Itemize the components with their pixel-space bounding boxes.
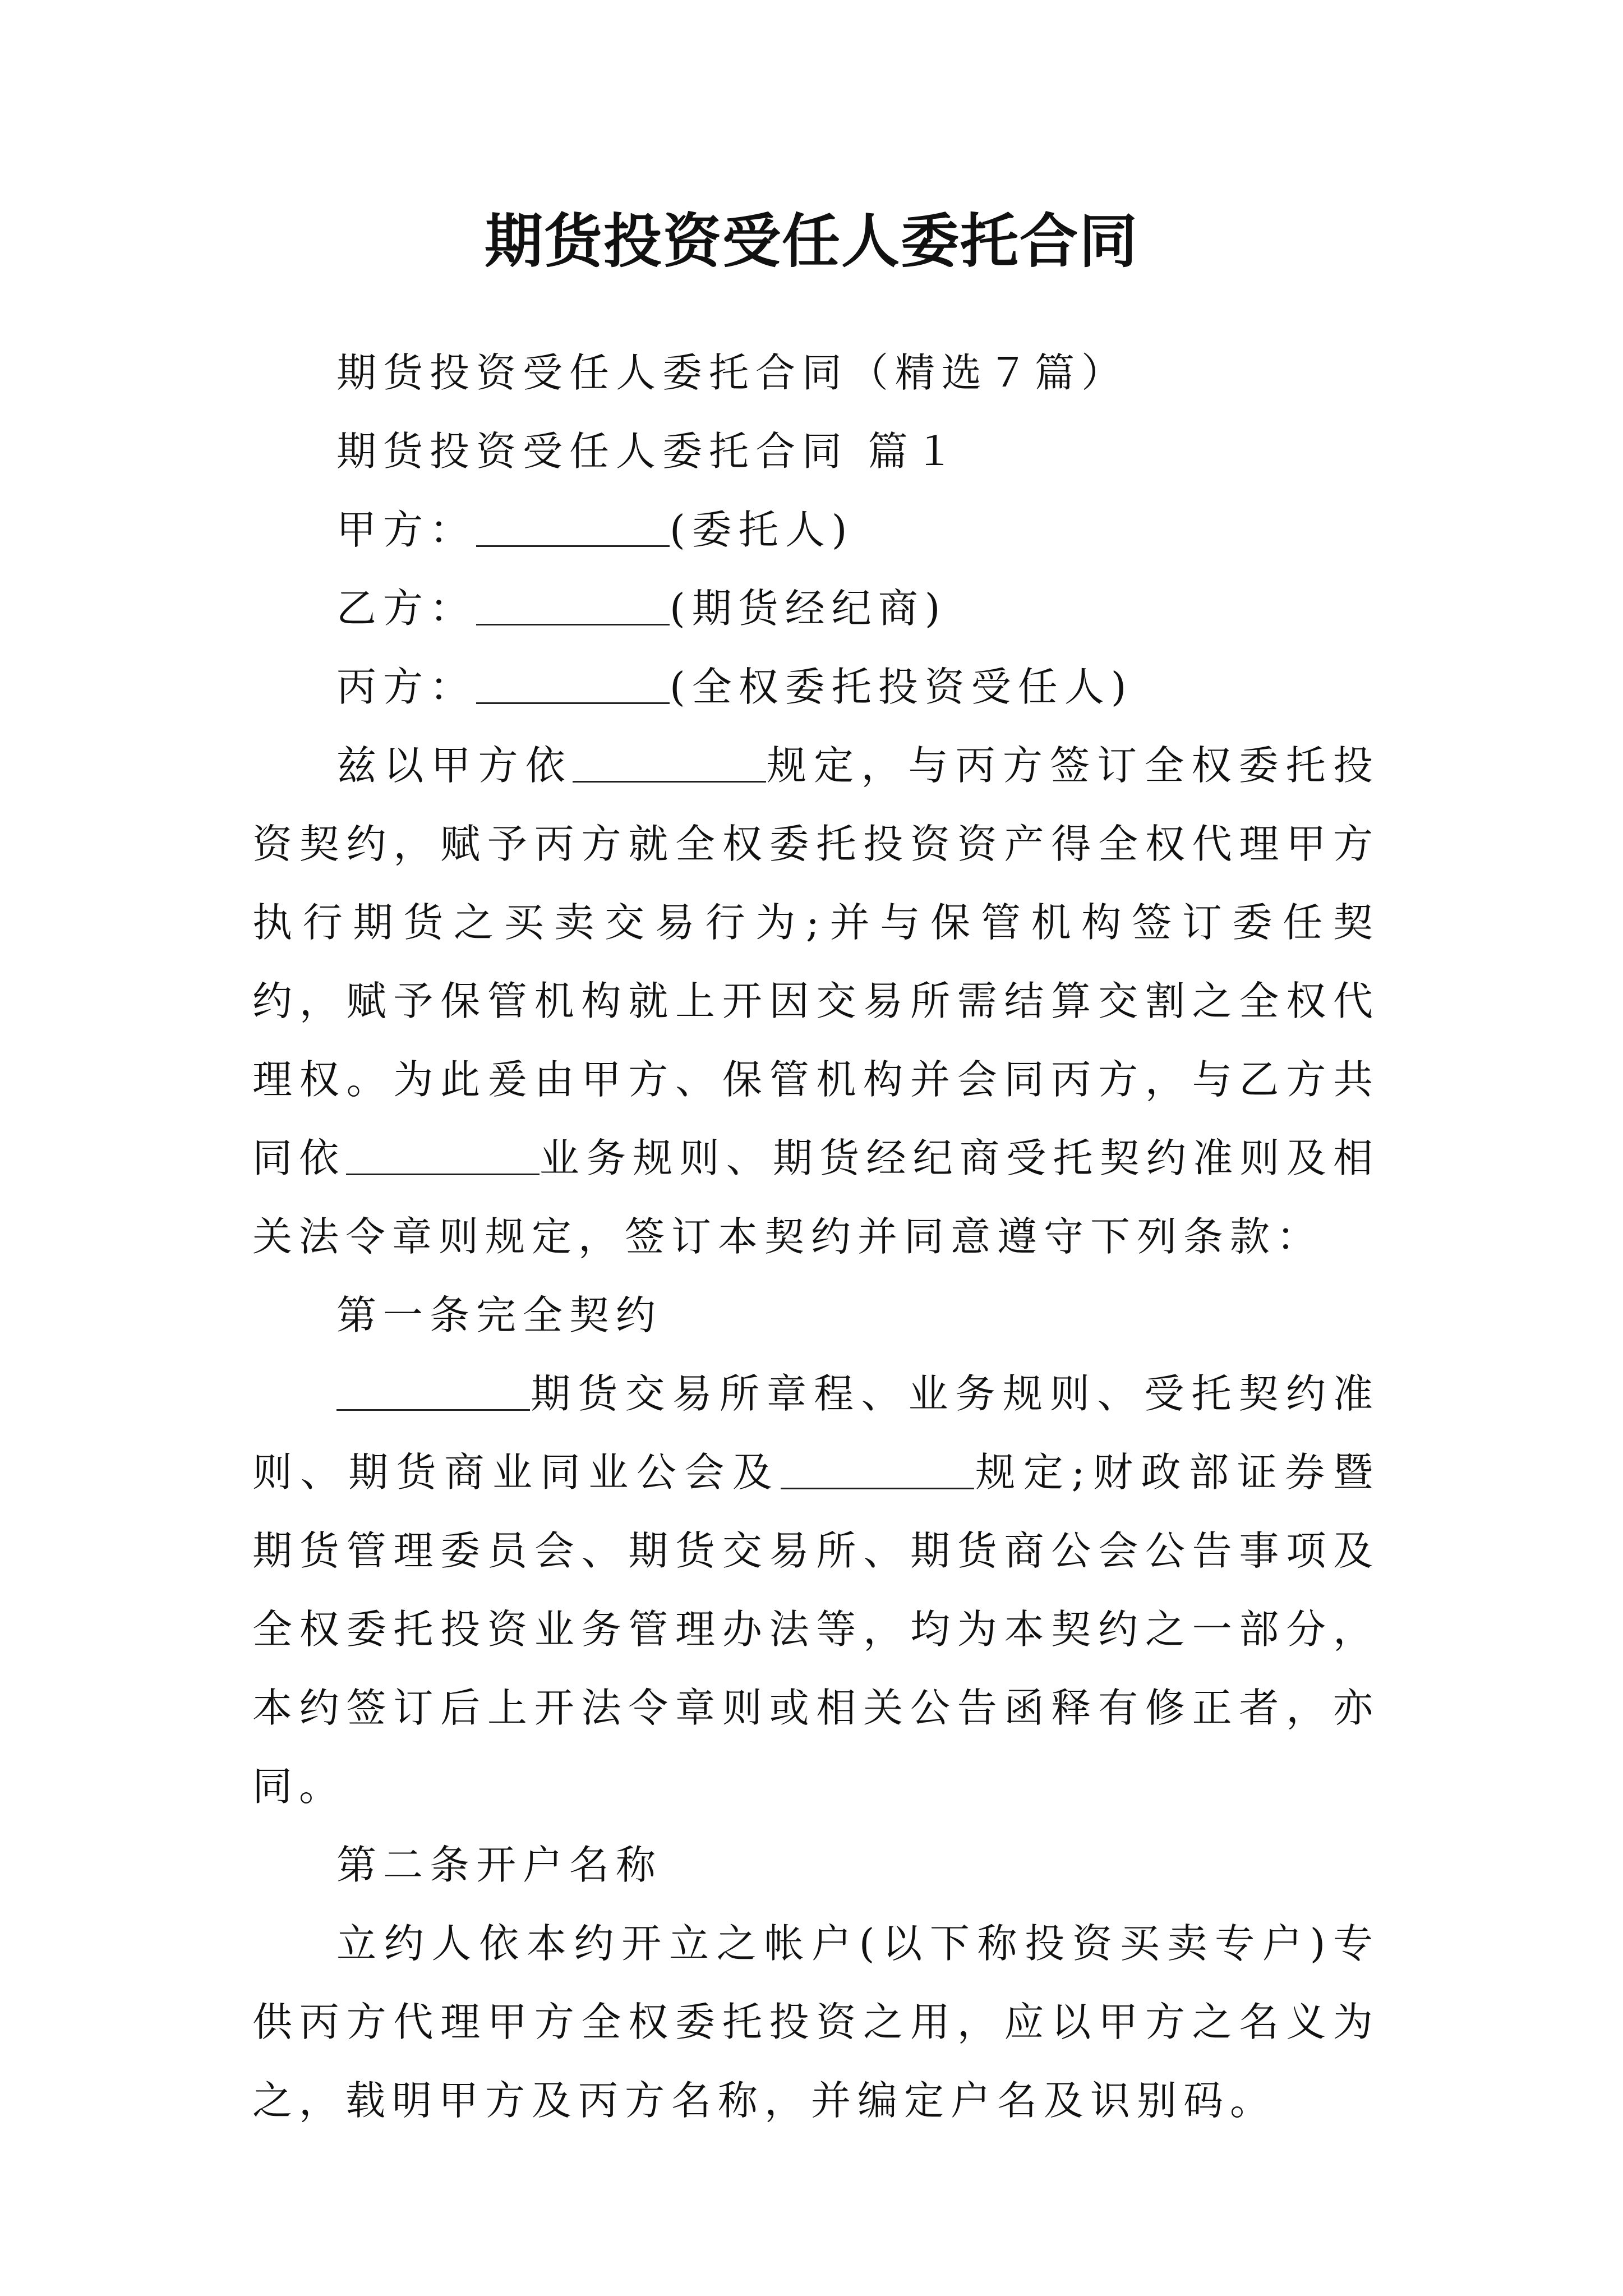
document-title: 期货投资受任人委托合同 — [484, 206, 1138, 275]
preamble-paragraph — [252, 726, 1380, 1276]
party-c-role: (全权委托投资受任人) — [670, 664, 1133, 710]
fill-in-blank — [336, 1370, 530, 1411]
party-b-label: 乙方： — [336, 585, 477, 632]
fill-in-blank — [476, 585, 670, 625]
article-2-paragraph: 立约人依本约开立之帐户(以下称投资买卖专户)专供丙方代理甲方全权委托投资之用，应以甲方之名义为之，载明甲方及丙方名称，并编定户名及识别码。 — [252, 1920, 1380, 2124]
party-a-role: (委托人) — [670, 507, 854, 553]
party-c-line — [252, 648, 1380, 726]
fill-in-blank — [346, 1134, 540, 1175]
article-1-paragraph — [252, 1355, 1380, 1826]
party-a-line — [252, 491, 1380, 569]
party-c-label: 丙方： — [336, 664, 477, 710]
article-1-heading: 第一条完全契约 — [336, 1292, 663, 1338]
subtitle: 期货投资受任人委托合同（精选７篇） — [336, 349, 1128, 396]
party-a-label: 甲方： — [336, 507, 477, 553]
fill-in-blank — [476, 663, 670, 704]
preamble-text-3: 业务规则、期货经纪商受托契约准则及相关法令章则规定，签订本契约并同意遵守下列条款： — [252, 1135, 1380, 1260]
part-heading: 期货投资受任人委托合同 篇１ — [336, 428, 961, 475]
article-1-text-2: 规定;财政部证券暨期货管理委员会、期货交易所、期货商公会公告事项及全权委托投资业务管理办法等，均为本契约之一部分，本约签订后上开法令章则或相关公告函释有修正者，亦同。 — [252, 1449, 1380, 1810]
document-body — [252, 334, 1380, 2140]
article-2-heading: 第二条开户名称 — [336, 1842, 663, 1888]
fill-in-blank — [781, 1448, 974, 1489]
fill-in-blank — [476, 506, 670, 547]
preamble-text-2: 规定，与丙方签订全权委托投资契约，赋予丙方就全权委托投资资产得全权代理甲方执行期货之买卖交易行为;并与保管机构签订委任契约，赋予保管机构就上开因交易所需结算交割之全权代理权。为此爰由甲方、保管机构并会同丙方，与乙方共同依 — [252, 742, 1380, 1181]
article-1-text-1: 期货交易所章程、业务规则、受托契约准则、期货商业同业公会及 — [252, 1370, 1380, 1496]
preamble-text-1: 兹以甲方依 — [336, 742, 573, 789]
party-b-line — [252, 569, 1380, 648]
party-b-role: (期货经纪商) — [670, 585, 947, 632]
fill-in-blank — [573, 742, 766, 783]
